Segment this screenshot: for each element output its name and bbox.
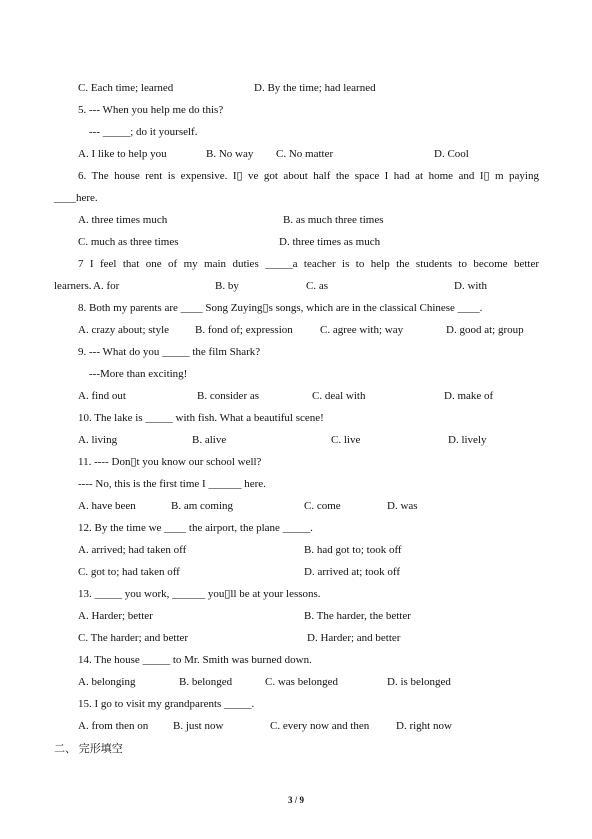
text-line [0,80,592,96]
text-segment: D. was [387,500,418,512]
text-segment: 15. I go to visit my grandparents _____. [78,698,255,710]
text-segment: C. agree with; way [320,324,404,336]
text-segment: B. by [215,280,239,292]
text-line [0,586,592,602]
text-line [0,410,592,426]
text-segment: D. is belonged [387,676,451,688]
text-segment: 5. --- When you help me do this? [78,104,224,116]
text-segment: D. with [454,280,487,292]
text-segment: A. crazy about; style [78,324,170,336]
text-line [0,278,592,294]
text-segment: 10. The lake is _____ with fish. What a beautiful scene! [78,412,324,424]
text-segment: D. make of [444,390,494,402]
text-segment: 8. Both my parents are ____ Song Zuying▯s songs, which are in the classical Chinese ____. [78,302,483,314]
text-segment: B. alive [192,434,227,446]
text-segment: C. live [331,434,361,446]
text-line [0,124,592,140]
text-line [0,454,592,470]
text-line [0,212,592,228]
text-line [0,322,592,338]
text-segment: A. for [93,280,120,292]
text-segment: 12. By the time we ____ the airport, the plane _____. [78,522,313,534]
text-segment: D. arrived at; took off [304,566,401,578]
text-line [0,234,592,250]
text-segment: A. arrived; had taken off [78,544,187,556]
text-segment: 9. --- What do you _____ the film Shark? [78,346,261,358]
text-segment: C. was belonged [265,676,339,688]
text-segment: B. No way [206,148,254,160]
text-line [0,168,592,184]
text-segment: C. much as three times [78,236,179,248]
text-segment: D. By the time; had learned [254,82,376,94]
text-segment: C. every now and then [270,720,370,732]
text-segment: A. have been [78,500,136,512]
text-line [0,432,592,448]
text-segment: 14. The house _____ to Mr. Smith was burned down. [78,654,312,666]
text-line [0,718,592,734]
text-line [0,630,592,646]
text-line [0,102,592,118]
text-segment: ____here. [54,192,98,204]
text-segment: D. right now [396,720,452,732]
text-line [0,564,592,580]
text-line [0,542,592,558]
text-segment: D. Harder; and better [307,632,401,644]
text-line [0,652,592,668]
text-line [0,146,592,162]
text-line [0,696,592,712]
text-segment: B. belonged [179,676,233,688]
text-segment: D. three times as much [279,236,381,248]
text-segment: A. I like to help you [78,148,167,160]
text-line [0,256,592,272]
text-segment: C. The harder; and better [78,632,189,644]
text-segment: A. Harder; better [78,610,153,622]
paragraph-text: 6. The house rent is expensive. I▯ ve got about half the space I had at home and I▯ m paying [78,170,539,182]
text-line [0,520,592,536]
text-line [0,476,592,492]
page-number: 3 / 9 [287,795,304,805]
text-segment: A. from then on [78,720,149,732]
text-segment: D. good at; group [446,324,524,336]
text-segment: C. deal with [312,390,366,402]
text-segment: A. find out [78,390,126,402]
text-line [0,300,592,316]
text-line [0,498,592,514]
text-segment: A. belonging [78,676,136,688]
text-segment: B. consider as [197,390,260,402]
text-segment: D. Cool [434,148,469,160]
text-segment: B. fond of; expression [195,324,293,336]
text-line [0,344,592,360]
text-segment: A. three times much [78,214,168,226]
text-segment: B. as much three times [283,214,384,226]
text-segment: ---More than exciting! [89,368,188,380]
text-segment: ---- No, this is the first time I ______ here. [78,478,266,490]
text-line [0,388,592,404]
text-segment: B. just now [173,720,224,732]
text-segment: B. The harder, the better [304,610,411,622]
text-segment: A. living [78,434,118,446]
text-line [0,674,592,690]
text-segment: C. No matter [276,148,334,160]
text-segment: --- _____; do it yourself. [89,126,198,138]
text-line [0,190,592,206]
text-segment: C. Each time; learned [78,82,174,94]
text-segment: 13. _____ you work, ______ you▯ll be at your lessons. [78,588,321,600]
text-segment: D. lively [448,434,487,446]
text-segment: B. had got to; took off [304,544,402,556]
text-segment: learners. [54,280,92,292]
text-segment: C. got to; had taken off [78,566,180,578]
paragraph-text: 7 I feel that one of my main duties _____a teacher is to help the students to become better [78,258,539,270]
text-line [0,366,592,382]
section-heading: 二、 完形填空 [54,743,123,755]
text-segment: B. am coming [171,500,234,512]
text-segment: C. come [304,500,341,512]
text-segment: C. as [306,280,328,292]
text-line [0,608,592,624]
text-segment: 11. ---- Don▯t you know our school well? [78,456,262,468]
